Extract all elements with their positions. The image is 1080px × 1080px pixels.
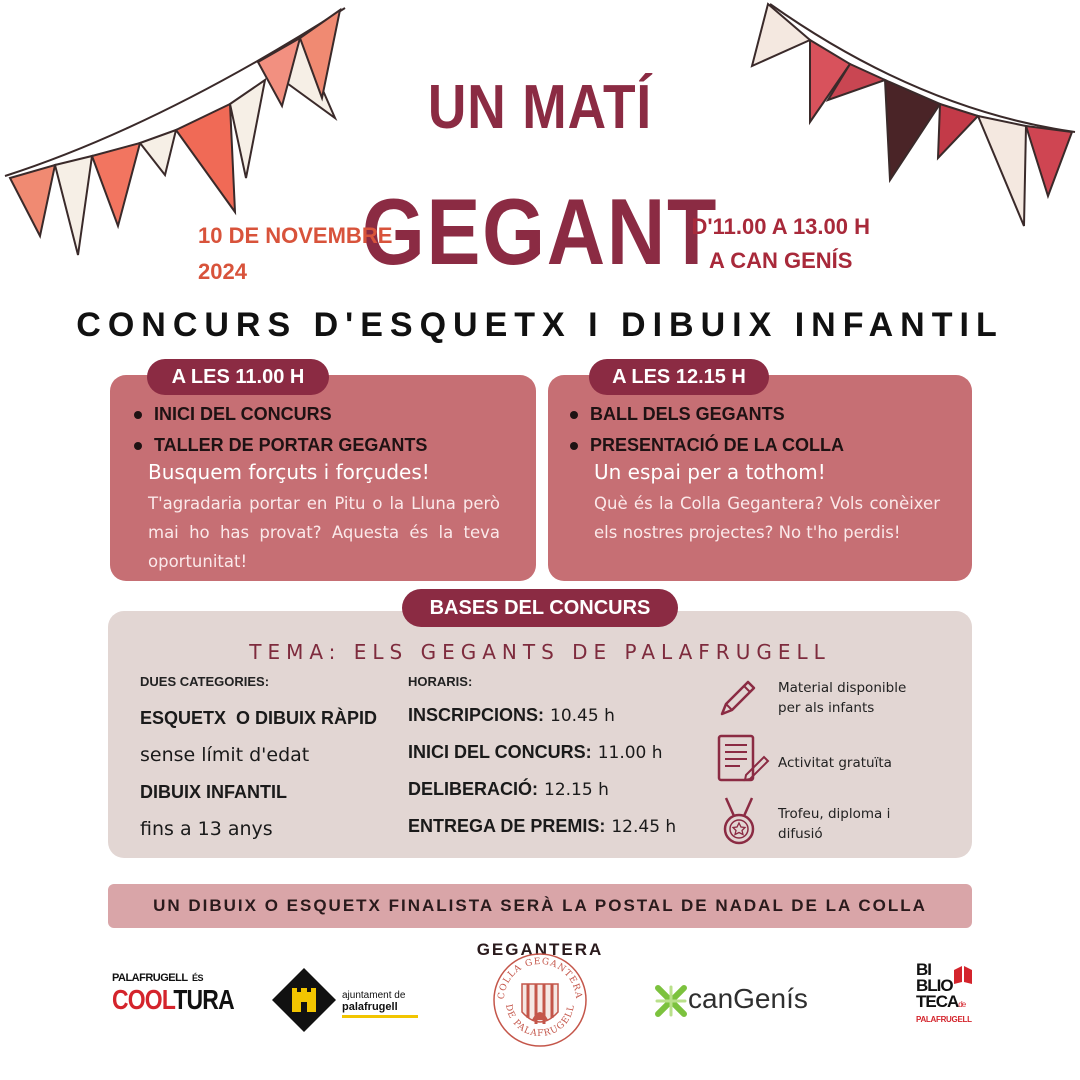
schedule-name: INICI DEL CONCURS: <box>408 742 592 762</box>
feature-free <box>778 753 892 773</box>
event-date <box>198 218 392 290</box>
event-date-year: 2024 <box>198 259 247 284</box>
biblioteca-l1: BI <box>916 960 931 979</box>
list-item: TALLER DE PORTAR GEGANTS <box>132 430 427 461</box>
contest-rules-pill: BASES DEL CONCURS <box>402 589 678 627</box>
schedule-time: 12.45 h <box>611 817 677 837</box>
cooltura-top: PALAFRUGELL <box>112 972 188 984</box>
category-detail: fins a 13 anys <box>140 818 273 840</box>
feature-trophy <box>778 804 890 844</box>
biblioteca-l3: TECA <box>916 992 959 1011</box>
schedule-time: 12.15 h <box>544 780 609 800</box>
ajuntament-logo <box>270 966 420 1032</box>
session-1100-bullets <box>132 399 427 461</box>
session-1100-text: T'agradaria portar en Pitu o la Lluna però mai ho has provat? Aquesta és la teva oportunitat! <box>148 494 500 571</box>
event-date-day: 10 DE NOVEMBRE <box>198 223 393 248</box>
feature-material <box>778 678 906 718</box>
pencil-icon <box>716 676 760 720</box>
session-1100-heading: Busquem forçuts i forçudes! <box>148 460 430 484</box>
castle-diamond-icon <box>270 966 338 1034</box>
event-time-place <box>692 210 871 278</box>
cooltura-cool: COOL <box>112 984 174 1015</box>
schedule-name: ENTREGA DE PREMIS: <box>408 816 606 836</box>
schedule-row <box>408 771 676 808</box>
schedule-list <box>408 697 676 845</box>
cooltura-logo <box>112 972 234 1036</box>
document-icon <box>716 733 770 783</box>
colla-top: COLLA GEGANTERA <box>496 956 584 1000</box>
feature-text-line: difusió <box>778 826 823 842</box>
feature-text-line: Activitat gratuïta <box>778 755 892 771</box>
ajuntament-line2: palafrugell <box>342 1001 398 1013</box>
title-line-1: UN MATÍ <box>427 73 653 142</box>
schedule-label: HORARIS: <box>408 674 473 689</box>
session-time-pill-1215: A LES 12.15 H <box>589 359 769 395</box>
schedule-time: 10.45 h <box>550 706 615 726</box>
feature-text-line: per als infants <box>778 700 875 716</box>
biblioteca-town: PALAFRUGELL <box>916 1015 972 1024</box>
feature-text-line: Trofeu, diploma i <box>778 806 891 822</box>
schedule-name: DELIBERACIÓ: <box>408 779 538 799</box>
schedule-time: 11.00 h <box>597 743 663 763</box>
title-line-2: GEGANT <box>361 179 719 284</box>
list-item: BALL DELS GEGANTS <box>568 399 844 430</box>
session-1215-bullets <box>568 399 844 461</box>
biblioteca-l2: BLIO <box>916 976 953 995</box>
ajuntament-line1: ajuntament de <box>342 990 406 1001</box>
categories-label: DUES CATEGORIES: <box>140 674 270 689</box>
category-detail: sense límit d'edat <box>140 744 310 766</box>
medal-icon <box>720 796 758 848</box>
categories-list <box>140 700 377 848</box>
schedule-row <box>408 734 676 771</box>
event-place: A CAN GENÍS <box>709 248 853 273</box>
category-name: ESQUETX O DIBUIX RÀPID <box>140 708 378 728</box>
contest-theme: TEMA: ELS GEGANTS DE PALAFRUGELL <box>249 640 831 664</box>
cangenis-logo <box>654 982 834 1018</box>
list-item: INICI DEL CONCURS <box>132 399 427 430</box>
feature-text-line: Material disponible <box>778 680 907 696</box>
cooltura-es: ÉS <box>191 973 203 983</box>
session-1215-text: Què és la Colla Gegantera? Vols conèixer els nostres projectes? No t'ho perdis! <box>594 494 940 542</box>
category-name: DIBUIX INFANTIL <box>140 782 287 802</box>
session-time-pill-1100: A LES 11.00 H <box>147 359 329 395</box>
schedule-row <box>408 808 676 845</box>
contest-subtitle: CONCURS D'ESQUETX I DIBUIX INFANTIL <box>76 306 1004 344</box>
cangenis-text: canGenís <box>688 983 808 1014</box>
finalist-banner: UN DIBUIX O ESQUETX FINALISTA SERÀ LA POSTAL DE NADAL DE LA COLLA GEGANTERA <box>108 884 972 928</box>
list-item: PRESENTACIÓ DE LA COLLA <box>568 430 844 461</box>
book-icon <box>952 964 974 986</box>
schedule-row <box>408 697 676 734</box>
schedule-name: INSCRIPCIONS: <box>408 705 545 725</box>
biblioteca-de: de <box>958 1000 966 1009</box>
session-1215-heading: Un espai per a tothom! <box>594 460 826 484</box>
biblioteca-logo <box>916 962 976 1046</box>
colla-gegantera-logo <box>492 952 588 1048</box>
colla-bottom: DE PALAFRUGELL <box>502 1003 578 1040</box>
cross-star-icon <box>654 984 688 1018</box>
cooltura-tura: TURA <box>173 984 234 1015</box>
event-time: D'11.00 A 13.00 H <box>691 214 870 239</box>
